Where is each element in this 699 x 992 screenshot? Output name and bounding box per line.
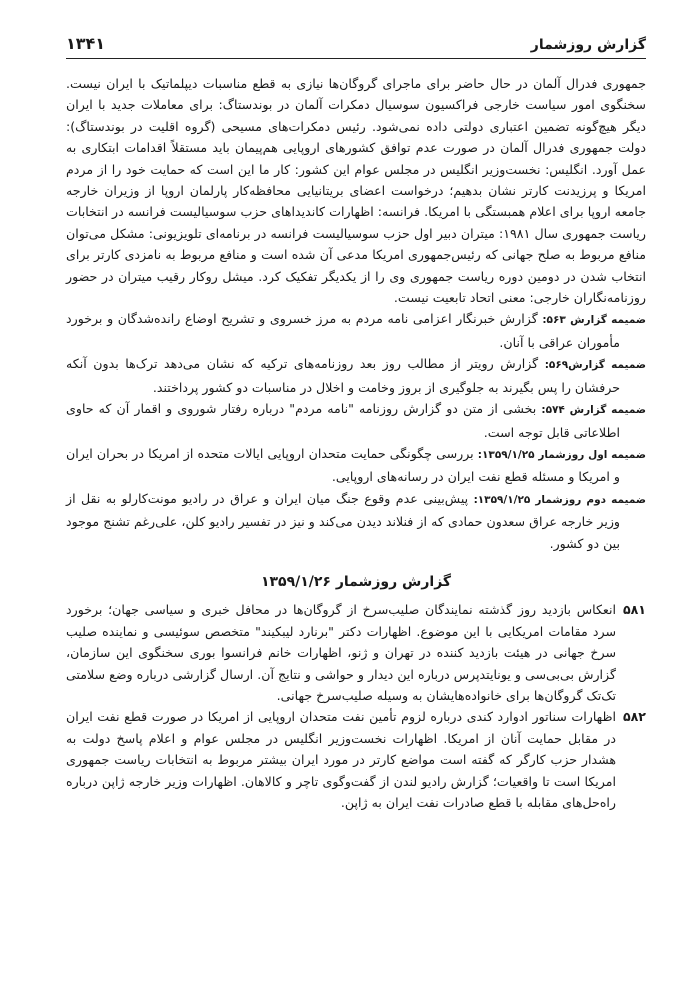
entry-text: انعکاس بازدید روز گذشته نمایندگان صلیب‌سرخ از گروگان‌ها در محافل خبری و سیاسی جهان؛ برخورد سرد مقامات امریکایی با این موضوع. اظهارات دکتر "برنارد لیبکیند" متخصص سوئیسی و نماینده صلیب سرخ جهانی در هیئت بازدید کننده در تهران و ژنو، اظهارات خانم فرانسوا بوری سخنگوی این سازمان، گزارش بی‌بی‌سی و یونایتدپرس درباره این دیدار و حواشی و نتایج آن. ارسال گزارشی درباره وضع سلامتی تک‌تک گروگان‌ها برای خانواده‌هایشان به وسیله صلیب‌سرخ جهانی. [66,602,616,703]
annex-label: ضمیمه گزارش ۵۶۳: [542,314,646,327]
annex-label: ضمیمه دوم روزشمار ۱۳۵۹/۱/۲۵: [473,493,647,506]
page-body [66,73,646,813]
annex-text: گزارش خبرنگار اعزامی نامه مردم به مرز خسروی و تشریح اوضاع رانده‌شدگان و برخورد مأموران عراقی با آنان. [66,311,620,350]
report-entry [66,599,646,706]
annex-text: گزارش رویتر از مطالب روز بعد روزنامه‌های ترکیه که نشان می‌دهد ترک‌ها بدون آنکه حرفشان را پس بگیرند به جلوگیری از بروز وخامت و اخلال در مناسبات دو کشور پرداختند. [66,356,620,395]
book-page [66,34,646,813]
day-heading: گزارش روزشمار ۱۳۵۹/۱/۲۶ [260,573,452,590]
running-title: گزارش روزشمار [530,37,646,53]
intro-paragraph: جمهوری فدرال آلمان در حال حاضر برای ماجرای گروگان‌ها نیازی به قطع مناسبات دیپلماتیک با ایران نیست. سخنگوی امور سیاست خارجی فراکسیون سوسیال دمکرات آلمان در بوندستاگ: برای معاملات جدید با ایران دیگر هیچ‌گونه تضمین اعتباری دولتی داده نمی‌شود. رئیس دمکرات‌های مسیحی (گروه اقلیت در بوندستاگ): دولت جمهوری فدرال آلمان در صورت عدم توافق کشورهای اروپایی هم‌پیمان باید مستقلاً اقدامات ابتکاری به عمل آورد. انگلیس: نخست‌وزیر انگلیس در مجلس عوام این کشور: کار ما این است که حمایت خود را از مردم امریکا و پرزیدنت کارتر نشان بدهیم؛ درخواست اعضای بریتانیایی محافظه‌کار پارلمان اروپا از وزیران خارجه جامعه اروپا برای اعلام همبستگی با امریکا. فرانسه: اظهارات کاندیداهای حزب سوسیالیست فرانسه در انتخابات ریاست جمهوری سال ۱۹۸۱: میتران دبیر اول حزب سوسیالیست فرانسه در برنامه‌ای تلویزیونی: مشکل می‌توان منافع مربوط به صلح جهانی که رئیس‌جمهوری امریکا مدعی آن شده است و منافع مربوط به نامزدی کارتر برای انتخاب شدن در دومین دوره ریاست جمهوری وی را از یکدیگر تفکیک کرد. میشل روکار رقیب میتران در حضور روزنامه‌نگاران خارجی: معنی اتحاد تابعیت نیست. [66,76,646,306]
annex-text: بررسی چگونگی حمایت متحدان اروپایی ایالات متحده از امریکا در بحران ایران و امریکا و مسئله قطع نفت ایران در رسانه‌های اروپایی. [66,445,620,485]
annex-item [66,488,646,554]
annex-item [66,398,646,443]
running-header [66,34,646,59]
annex-item [66,443,646,488]
report-entry [66,706,646,813]
annex-label: ضمیمه گزارش۵۶۹: [544,359,646,372]
entry-text: اظهارات سناتور ادوارد کندی درباره لزوم تأمین نفت متحدان اروپایی از امریکا در صورت قطع نفت ایران در مقابل حمایت آنان از امریکا. اظهارات نخست‌وزیر انگلیس در مجلس عوام و اعلام پاسخ دولت به هشدار حزب کارگر که گفته است مواضع کارتر در مورد ایران بیشتر مربوط به انتخابات ریاست جمهوری امریکا است تا واقعیات؛ گزارش رادیو لندن از گفت‌وگوی تاچر و کالاهان. اظهارات وزیر خارجه ژاپن درباره راه‌حل‌های مقابله با قطع صادرات نفت ایران به ژاپن. [66,709,616,810]
page-number: ۱۳۴۱ [66,34,106,53]
entry-number: ۵۸۲ [622,709,646,725]
annex-item [66,308,646,353]
annex-text: پیش‌بینی عدم وقوع جنگ میان ایران و عراق در رادیو مونت‌کارلو به نقل از وزیر خارجه عراق سعدون حمادی که از فنلاند دیدن می‌کند و نیز در تفسیر رادیو کلن، علی‌رغم تشنج موجود بین دو کشور. [66,490,620,551]
annex-item [66,353,646,398]
annex-text: بخشی از متن دو گزارش روزنامه "نامه مردم" درباره رفتار شوروی و اقمار آن که حاوی اطلاعاتی قابل توجه است. [66,401,620,440]
annex-label: ضمیمه اول روزشمار ۱۳۵۹/۱/۲۵: [477,448,646,461]
annex-label: ضمیمه گزارش ۵۷۴: [541,404,647,417]
entry-number: ۵۸۱ [622,602,646,618]
